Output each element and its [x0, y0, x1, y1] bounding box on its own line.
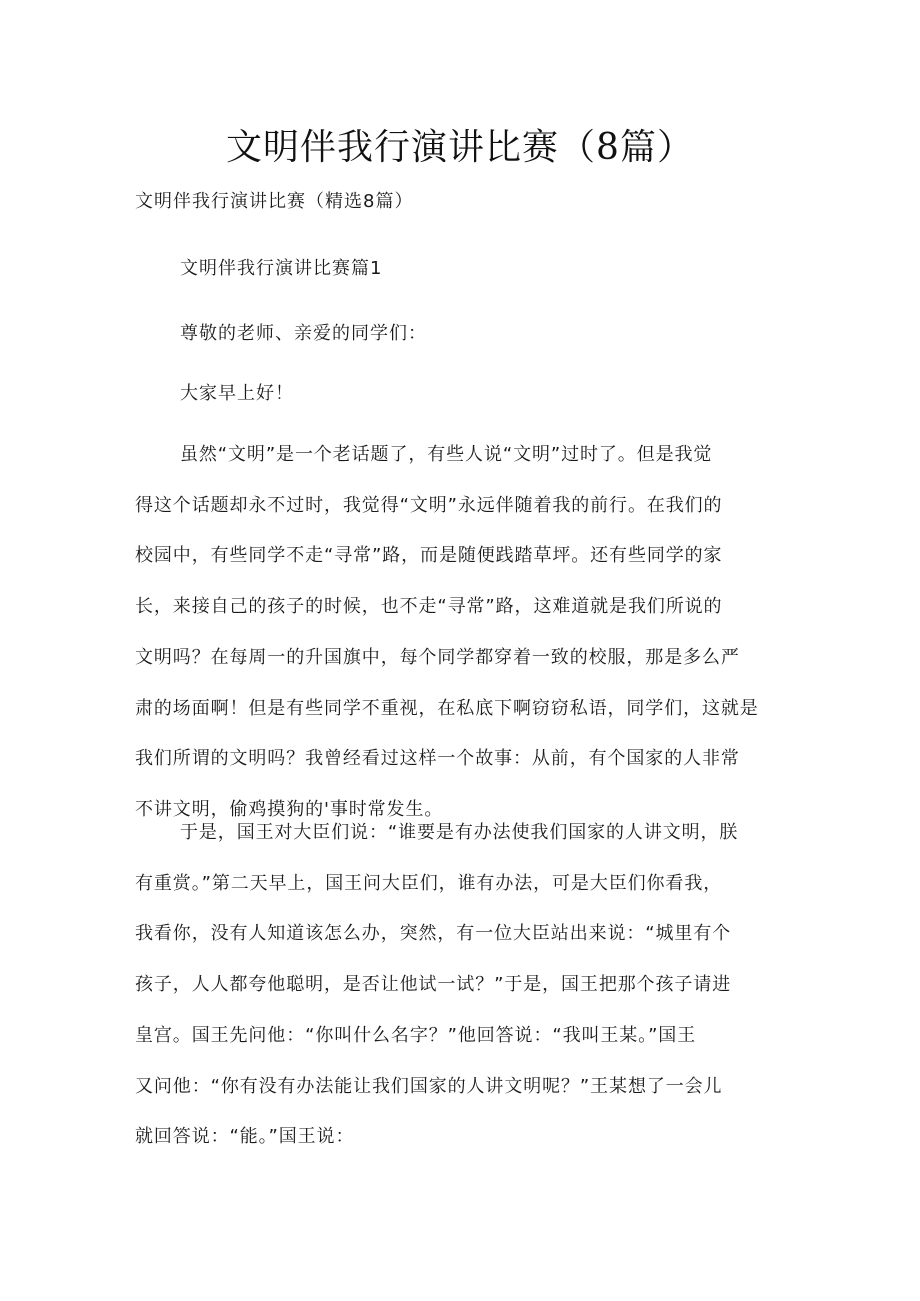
- paragraph-line: 肃的场面啊！但是有些同学不重视，在私底下啊窃窃私语，同学们，这就是: [135, 697, 759, 719]
- paragraph-1: [135, 430, 795, 836]
- document-title: 文明伴我行演讲比赛（8篇）: [226, 127, 694, 168]
- paragraph-2: [135, 808, 795, 1163]
- paragraph-line: 又问他：“你有没有办法能让我们国家的人讲文明呢？”王某想了一会儿: [135, 1075, 723, 1097]
- paragraph-line: 校园中，有些同学不走“寻常”路，而是随便践踏草坪。还有些同学的家: [135, 545, 723, 567]
- paragraph-line: 皇宫。国王先问他：“你叫什么名字？”他回答说：“我叫王某。”国王: [135, 1024, 697, 1046]
- paragraph-line: 我看你，没有人知道该怎么办，突然，有一位大臣站出来说：“城里有个: [135, 923, 732, 945]
- paragraph-line: 有重赏。”第二天早上，国王问大臣们，谁有办法，可是大臣们你看我，: [135, 872, 723, 894]
- paragraph-line: 于是，国王对大臣们说：“谁要是有办法使我们国家的人讲文明，朕: [180, 822, 739, 843]
- paragraph-line: 得这个话题却永不过时，我觉得“文明”永远伴随着我的前行。在我们的: [135, 494, 723, 516]
- paragraph-line: 就回答说：“能。”国王说：: [135, 1126, 355, 1148]
- paragraph-line: 孩子，人人都夸他聪明，是否让他试一试？”于是，国王把那个孩子请进: [135, 974, 732, 996]
- paragraph-line: 我们所谓的文明吗？我曾经看过这样一个故事：从前，有个国家的人非常: [135, 748, 740, 770]
- paragraph-line: 虽然“文明”是一个老话题了，有些人说“文明”过时了。但是我觉: [180, 444, 713, 465]
- paragraph-line: 长，来接自己的孩子的时候，也不走“寻常”路，这难道就是我们所说的: [135, 596, 723, 618]
- paragraph-line: 不讲文明，偷鸡摸狗的'事时常发生。: [135, 798, 444, 820]
- document-subtitle: 文明伴我行演讲比赛（精选8篇）: [135, 191, 414, 212]
- section-heading: 文明伴我行演讲比赛篇1: [180, 258, 383, 279]
- greeting: 大家早上好！: [180, 383, 294, 404]
- paragraph-line: 文明吗？在每周一的升国旗中，每个同学都穿着一致的校服，那是多么严: [135, 646, 740, 668]
- salutation: 尊敬的老师、亲爱的同学们：: [180, 323, 427, 344]
